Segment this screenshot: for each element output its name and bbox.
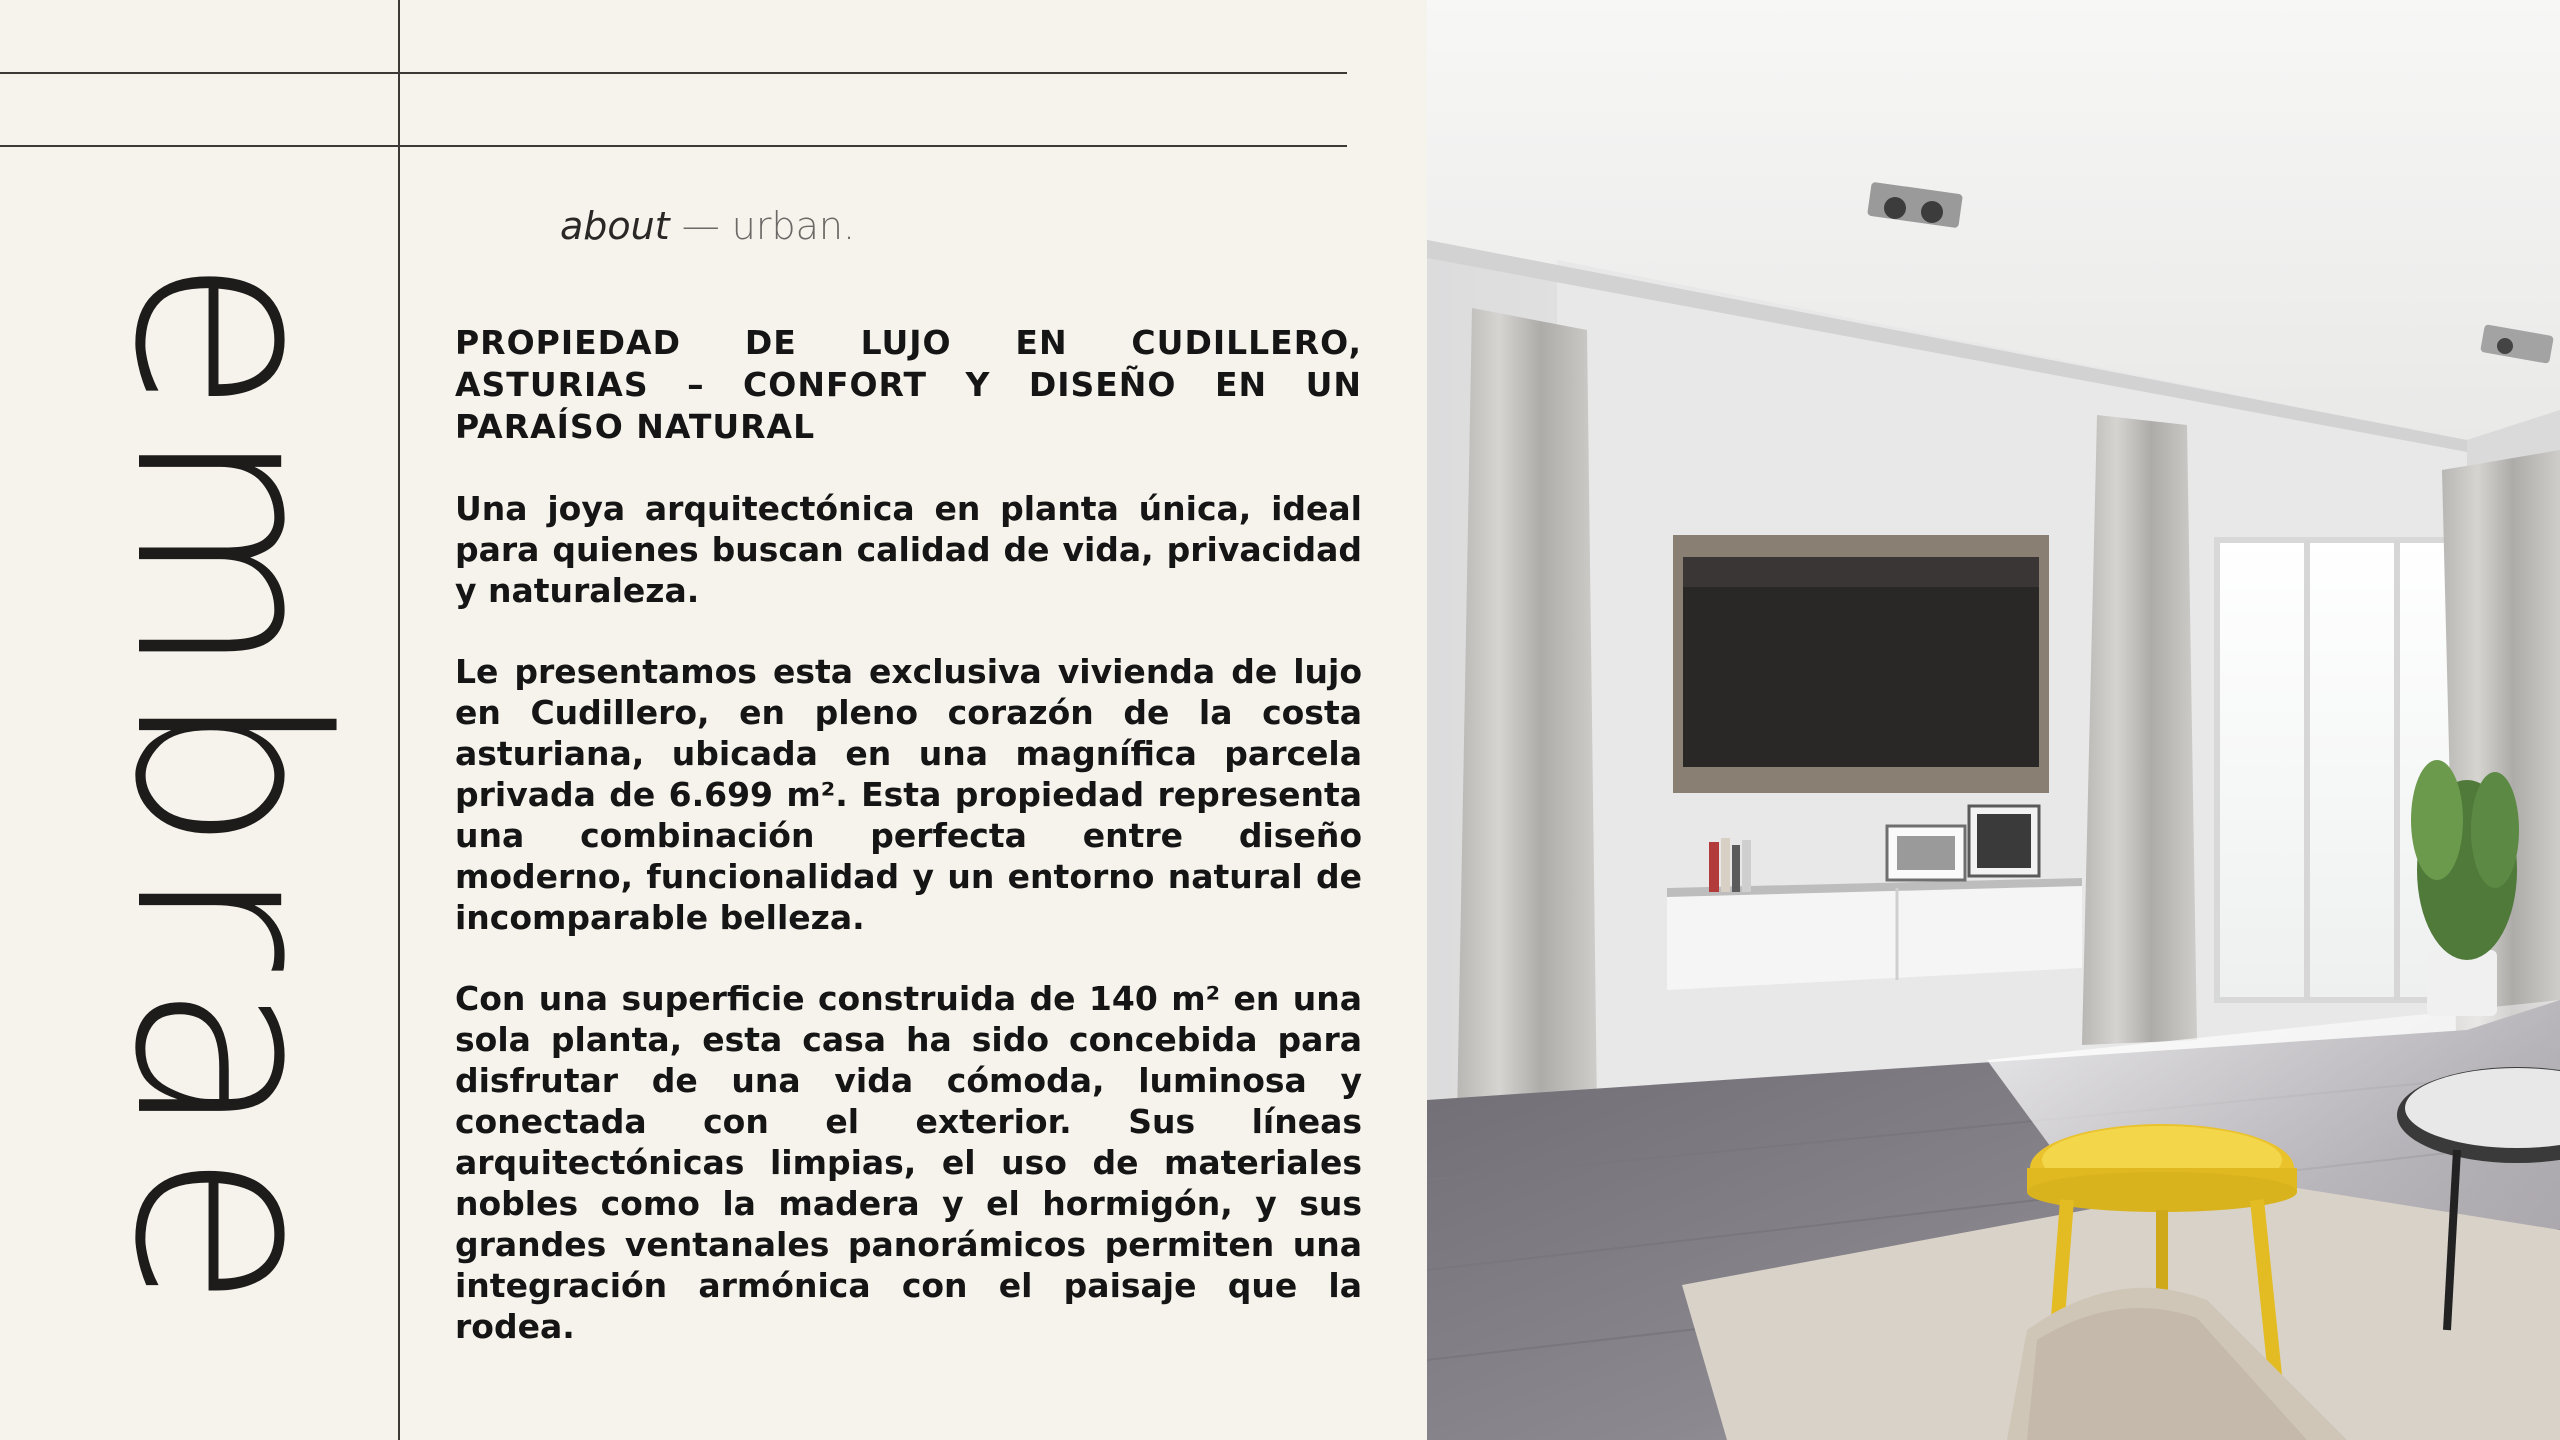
vertical-rule [398,0,400,1440]
paragraph-intro: Una joya arquitectónica en planta única, ideal para quienes buscan calidad de vida, privacidad y naturaleza. [455,489,1362,610]
property-heading: PROPIEDAD DE LUJO EN CUDILLERO, ASTURIAS – CONFORT Y DISEÑO EN UN PARAÍSO NATURAL [455,323,1362,446]
brand-wordmark: embrae [77,255,379,1321]
tagline-rest: — urban. [669,204,856,248]
header-rule [0,145,1347,147]
paragraph-location: Le presentamos esta exclusiva vivienda de lujo en Cudillero, en pleno corazón de la costa asturiana, ubicada en una magnífica parcela privada de 6.699 m². Esta propiedad representa una combinación perfecta entre diseño moderno, funcionalidad y un entorno natural de incomparable belleza. [455,652,1362,937]
top-rule [0,72,1347,74]
interior-living-room-photo [1427,0,2560,1440]
property-description [455,322,1362,1387]
tagline-emphasis: about [560,204,670,248]
tagline [560,204,855,248]
paragraph-features: Con una superficie construida de 140 m² en una sola planta, esta casa ha sido concebida para disfrutar de una vida cómoda, luminosa y conectada con el exterior. Sus líneas arquitectónicas limpias, el uso de materiales nobles como la madera y el hormigón, y sus grandes ventanales panorámicos permiten una integración armónica con el paisaje que la rodea. [455,979,1362,1346]
